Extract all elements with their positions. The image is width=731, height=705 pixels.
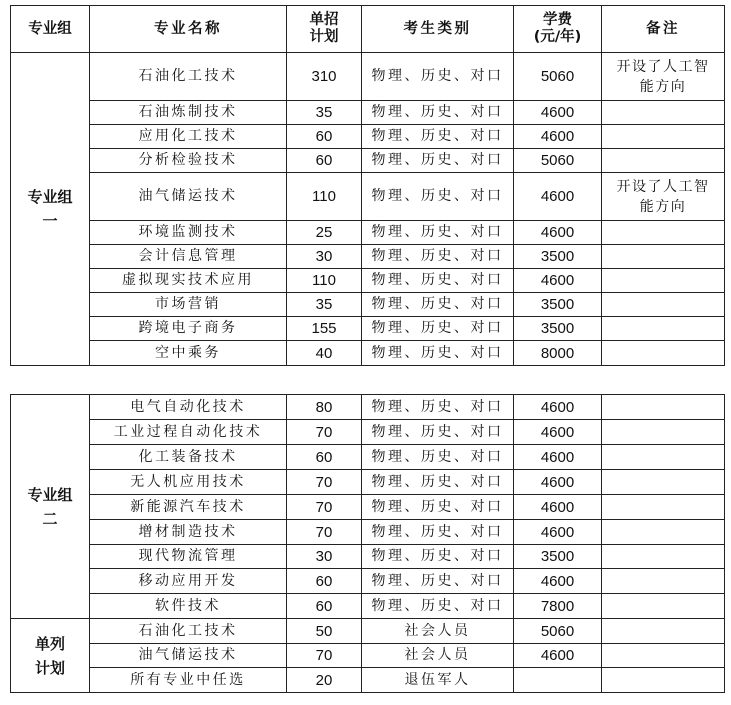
plan-count-cell: 70 — [287, 470, 362, 495]
plan-count-cell: 70 — [287, 644, 362, 668]
plan-count-cell: 70 — [287, 420, 362, 445]
category-cell: 物理、历史、对口 — [362, 594, 514, 619]
category-cell: 物理、历史、对口 — [362, 53, 514, 101]
major-name-cell: 油气储运技术 — [90, 173, 287, 221]
table-row — [11, 668, 725, 693]
remark-cell — [602, 293, 725, 317]
fee-cell: 4600 — [514, 395, 602, 420]
table-row — [11, 173, 725, 221]
fee-cell: 3500 — [514, 245, 602, 269]
fee-cell: 4600 — [514, 125, 602, 149]
group2-label: 专业组 二 — [11, 395, 90, 619]
header-row — [11, 6, 725, 53]
plan-count-cell: 155 — [287, 317, 362, 341]
table-row — [11, 569, 725, 594]
category-cell: 物理、历史、对口 — [362, 221, 514, 245]
fee-cell: 4600 — [514, 520, 602, 545]
category-cell: 物理、历史、对口 — [362, 269, 514, 293]
fee-cell: 5060 — [514, 619, 602, 644]
category-cell: 物理、历史、对口 — [362, 245, 514, 269]
fee-cell: 3500 — [514, 545, 602, 569]
plan-count-cell: 50 — [287, 619, 362, 644]
major-name-cell: 会计信息管理 — [90, 245, 287, 269]
header-remark: 备注 — [602, 6, 725, 53]
plan-count-cell: 20 — [287, 668, 362, 693]
fee-cell: 5060 — [514, 53, 602, 101]
fee-cell: 4600 — [514, 173, 602, 221]
table-row — [11, 495, 725, 520]
plan-count-cell: 35 — [287, 101, 362, 125]
remark-cell — [602, 245, 725, 269]
category-cell: 物理、历史、对口 — [362, 445, 514, 470]
fee-cell: 4600 — [514, 644, 602, 668]
remark-cell — [602, 341, 725, 366]
remark-cell — [602, 317, 725, 341]
plan-count-cell: 35 — [287, 293, 362, 317]
category-cell: 退伍军人 — [362, 668, 514, 693]
fee-cell: 4600 — [514, 101, 602, 125]
plan-count-cell: 60 — [287, 445, 362, 470]
plan-count-cell: 30 — [287, 245, 362, 269]
header-plan: 单招 计划 — [287, 6, 362, 53]
major-name-cell: 石油化工技术 — [90, 53, 287, 101]
table-row — [11, 470, 725, 495]
remark-cell — [602, 149, 725, 173]
major-name-cell: 石油炼制技术 — [90, 101, 287, 125]
remark-cell — [602, 269, 725, 293]
plan-count-cell: 80 — [287, 395, 362, 420]
remark-cell — [602, 470, 725, 495]
remark-cell — [602, 125, 725, 149]
major-name-cell: 移动应用开发 — [90, 569, 287, 594]
remark-cell — [602, 101, 725, 125]
category-cell: 物理、历史、对口 — [362, 495, 514, 520]
plan-count-cell: 110 — [287, 269, 362, 293]
major-name-cell: 虚拟现实技术应用 — [90, 269, 287, 293]
remark-cell — [602, 668, 725, 693]
plan-count-cell: 60 — [287, 594, 362, 619]
table-row — [11, 245, 725, 269]
fee-cell: 8000 — [514, 341, 602, 366]
category-cell: 物理、历史、对口 — [362, 395, 514, 420]
table-row — [11, 149, 725, 173]
fee-cell: 4600 — [514, 269, 602, 293]
major-name-cell: 石油化工技术 — [90, 619, 287, 644]
category-cell: 社会人员 — [362, 644, 514, 668]
admission-table-top — [10, 5, 725, 366]
fee-cell: 4600 — [514, 470, 602, 495]
header-major: 专业名称 — [90, 6, 287, 53]
category-cell: 物理、历史、对口 — [362, 341, 514, 366]
plan-count-cell: 70 — [287, 520, 362, 545]
admission-table-bottom — [10, 394, 725, 693]
category-cell: 物理、历史、对口 — [362, 125, 514, 149]
major-name-cell: 增材制造技术 — [90, 520, 287, 545]
plan-count-cell: 30 — [287, 545, 362, 569]
major-name-cell: 所有专业中任选 — [90, 668, 287, 693]
major-name-cell: 油气储运技术 — [90, 644, 287, 668]
plan-count-cell: 70 — [287, 495, 362, 520]
group1-label: 专业组 一 — [11, 53, 90, 366]
fee-cell: 4600 — [514, 569, 602, 594]
fee-cell: 4600 — [514, 495, 602, 520]
header-group: 专业组 — [11, 6, 90, 53]
fee-cell: 3500 — [514, 293, 602, 317]
table-row — [11, 420, 725, 445]
fee-cell: 5060 — [514, 149, 602, 173]
fee-cell: 4600 — [514, 221, 602, 245]
fee-cell: 7800 — [514, 594, 602, 619]
major-name-cell: 电气自动化技术 — [90, 395, 287, 420]
major-name-cell: 现代物流管理 — [90, 545, 287, 569]
plan-count-cell: 60 — [287, 149, 362, 173]
table-row — [11, 125, 725, 149]
remark-cell — [602, 569, 725, 594]
header-category: 考生类别 — [362, 6, 514, 53]
major-name-cell: 工业过程自动化技术 — [90, 420, 287, 445]
major-name-cell: 化工装备技术 — [90, 445, 287, 470]
table-row — [11, 317, 725, 341]
category-cell: 物理、历史、对口 — [362, 545, 514, 569]
major-name-cell: 新能源汽车技术 — [90, 495, 287, 520]
category-cell: 物理、历史、对口 — [362, 173, 514, 221]
plan-count-cell: 310 — [287, 53, 362, 101]
category-cell: 社会人员 — [362, 619, 514, 644]
remark-cell — [602, 395, 725, 420]
table-row — [11, 395, 725, 420]
plan-count-cell: 40 — [287, 341, 362, 366]
category-cell: 物理、历史、对口 — [362, 101, 514, 125]
remark-cell — [602, 644, 725, 668]
remark-cell — [602, 445, 725, 470]
major-name-cell: 空中乘务 — [90, 341, 287, 366]
table-row — [11, 619, 725, 644]
major-name-cell: 跨境电子商务 — [90, 317, 287, 341]
remark-cell — [602, 545, 725, 569]
remark-cell — [602, 594, 725, 619]
table-row — [11, 520, 725, 545]
remark-cell — [602, 221, 725, 245]
table-row — [11, 53, 725, 101]
table-row — [11, 545, 725, 569]
remark-cell — [602, 520, 725, 545]
category-cell: 物理、历史、对口 — [362, 293, 514, 317]
table-row — [11, 594, 725, 619]
fee-cell: 4600 — [514, 420, 602, 445]
category-cell: 物理、历史、对口 — [362, 569, 514, 594]
major-name-cell: 软件技术 — [90, 594, 287, 619]
major-name-cell: 无人机应用技术 — [90, 470, 287, 495]
major-name-cell: 应用化工技术 — [90, 125, 287, 149]
plan-count-cell: 25 — [287, 221, 362, 245]
remark-cell: 开设了人工智 能方向 — [602, 173, 725, 221]
fee-cell — [514, 668, 602, 693]
plan-count-cell: 60 — [287, 125, 362, 149]
category-cell: 物理、历史、对口 — [362, 520, 514, 545]
remark-cell — [602, 420, 725, 445]
table-row — [11, 341, 725, 366]
category-cell: 物理、历史、对口 — [362, 470, 514, 495]
category-cell: 物理、历史、对口 — [362, 420, 514, 445]
category-cell: 物理、历史、对口 — [362, 317, 514, 341]
major-name-cell: 市场营销 — [90, 293, 287, 317]
separate-label: 单列 计划 — [11, 619, 90, 693]
remark-cell — [602, 619, 725, 644]
table-row — [11, 269, 725, 293]
major-name-cell: 分析检验技术 — [90, 149, 287, 173]
fee-cell: 4600 — [514, 445, 602, 470]
remark-cell: 开设了人工智 能方向 — [602, 53, 725, 101]
category-cell: 物理、历史、对口 — [362, 149, 514, 173]
header-fee: 学费 (元/年) — [514, 6, 602, 53]
major-name-cell: 环境监测技术 — [90, 221, 287, 245]
table-row — [11, 221, 725, 245]
fee-cell: 3500 — [514, 317, 602, 341]
remark-cell — [602, 495, 725, 520]
table-row — [11, 644, 725, 668]
plan-count-cell: 60 — [287, 569, 362, 594]
table-row — [11, 101, 725, 125]
table-row — [11, 445, 725, 470]
plan-count-cell: 110 — [287, 173, 362, 221]
table-row — [11, 293, 725, 317]
